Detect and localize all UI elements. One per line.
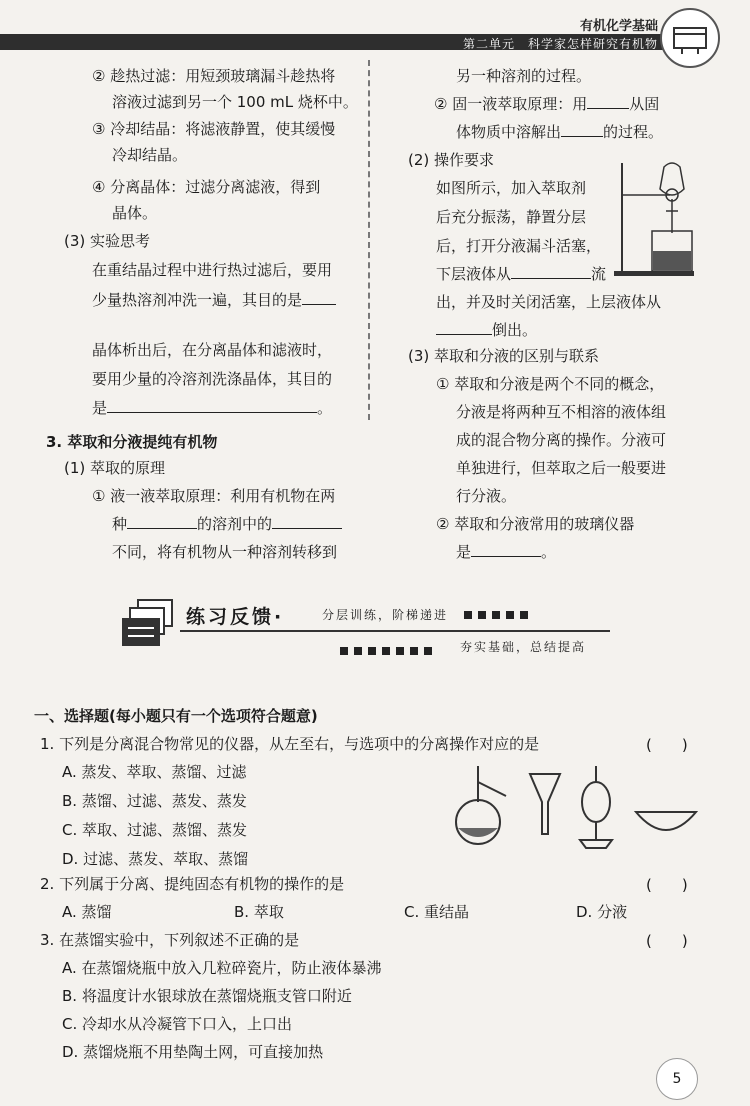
q3-option-c: C. 冷却水从冷凝管下口入，上口出	[62, 1015, 293, 1033]
left-item-4b: 晶体。	[112, 204, 158, 222]
answer-blank[interactable]	[127, 512, 197, 529]
section-squares	[340, 640, 438, 659]
extraction-principle-b: 种 的溶剂中的	[112, 512, 342, 536]
answer-blank[interactable]	[471, 540, 541, 557]
section-3-heading: 3. 萃取和分液提纯有机物	[46, 433, 218, 451]
right-line-9: 出，并及时关闭活塞，上层液体从	[436, 293, 662, 311]
q2-option-a: A. 蒸馏	[62, 903, 112, 921]
right-line-18: 是 。	[456, 540, 556, 564]
right-line-8: 下层液体从 流	[436, 262, 606, 286]
q1-option-b: B. 蒸馏、过滤、蒸发、蒸发	[62, 792, 247, 810]
q2-option-c: C. 重结晶	[404, 903, 470, 921]
right-line-13: 分液是将两种互不相溶的液体组	[456, 403, 667, 421]
right-line-2: ② 固一液萃取原理：用 从固	[434, 92, 659, 116]
think-line-5: 是 。	[92, 396, 332, 420]
question-2: 2. 下列属于分离、提纯固态有机物的操作的是	[40, 875, 345, 893]
think-heading: (3) 实验思考	[64, 232, 151, 250]
extraction-principle-a: ① 液一液萃取原理：利用有机物在两	[92, 487, 336, 505]
left-item-3a: ③ 冷却结晶：将滤液静置，使其缓慢	[92, 120, 336, 138]
q3-option-d: D. 蒸馏烧瓶不用垫陶土网，可直接加热	[62, 1043, 324, 1061]
column-divider	[368, 60, 370, 420]
folder-icon	[120, 598, 178, 654]
think-line-3: 晶体析出后，在分离晶体和滤液时，	[92, 341, 333, 359]
right-line-14: 成的混合物分离的操作。分液可	[456, 431, 667, 449]
book-logo-icon	[660, 8, 720, 68]
answer-blank[interactable]	[561, 120, 603, 137]
extraction-principle-head: (1) 萃取的原理	[64, 459, 166, 477]
right-line-16: 行分液。	[456, 487, 517, 505]
right-line-10: 倒出。	[436, 318, 537, 342]
q2-option-b: B. 萃取	[234, 903, 284, 921]
right-line-6: 后充分振荡，静置分层	[436, 208, 587, 226]
q2-option-d: D. 分液	[576, 903, 628, 921]
right-line-4: (2) 操作要求	[408, 151, 495, 169]
answer-paren[interactable]: ( )	[646, 932, 688, 950]
unit-title: 第二单元 科学家怎样研究有机物	[462, 37, 658, 51]
choice-section-heading: 一、选择题(每小题只有一个选项符合题意)	[34, 707, 318, 725]
left-item-3b: 冷却结晶。	[112, 146, 188, 164]
q1-option-c: C. 萃取、过滤、蒸馏、蒸发	[62, 821, 248, 839]
answer-paren[interactable]: ( )	[646, 736, 688, 754]
think-line-4: 要用少量的冷溶剂洗涤晶体，其目的	[92, 370, 333, 388]
left-item-4a: ④ 分离晶体：过滤分离滤液，得到	[92, 178, 321, 196]
answer-blank[interactable]	[436, 318, 492, 335]
left-item-2a: ② 趁热过滤：用短颈玻璃漏斗趁热将	[92, 67, 336, 85]
right-line-17: ② 萃取和分液常用的玻璃仪器	[436, 515, 635, 533]
section-subtitle-2: 夯实基础，总结提高	[460, 640, 587, 654]
left-item-2b: 溶液过滤到另一个 100 mL 烧杯中。	[112, 93, 358, 111]
answer-blank[interactable]	[107, 396, 317, 413]
right-line-11: (3) 萃取和分液的区别与联系	[408, 347, 600, 365]
page-number: 5	[656, 1058, 698, 1100]
section-title: 练习反馈·	[186, 606, 285, 628]
answer-blank[interactable]	[587, 92, 629, 109]
section-rule	[180, 630, 610, 632]
q3-option-b: B. 将温度计水银球放在蒸馏烧瓶支管口附近	[62, 987, 352, 1005]
answer-blank[interactable]	[272, 512, 342, 529]
answer-blank[interactable]	[511, 262, 591, 279]
right-line-3: 体物质中溶解出 的过程。	[456, 120, 663, 144]
q3-option-a: A. 在蒸馏烧瓶中放入几粒碎瓷片，防止液体暴沸	[62, 959, 382, 977]
right-line-1: 另一种溶剂的过程。	[456, 67, 592, 85]
right-line-5: 如图所示，加入萃取剂	[436, 179, 587, 197]
q1-option-a: A. 蒸发、萃取、蒸馏、过滤	[62, 763, 247, 781]
answer-blank[interactable]	[302, 288, 336, 305]
section-subtitle-1: 分层训练，阶梯递进	[322, 606, 534, 623]
right-line-15: 单独进行，但萃取之后一般要进	[456, 459, 667, 477]
question-1: 1. 下列是分离混合物常见的仪器，从左至右，与选项中的分离操作对应的是	[40, 735, 540, 753]
right-line-12: ① 萃取和分液是两个不同的概念，	[436, 375, 665, 393]
think-line-2: 少量热溶剂冲洗一遍，其目的是	[92, 288, 336, 312]
answer-paren[interactable]: ( )	[646, 876, 688, 894]
question-3: 3. 在蒸馏实验中，下列叙述不正确的是	[40, 931, 300, 949]
think-line-1: 在重结晶过程中进行热过滤后，要用	[92, 261, 333, 279]
right-line-7: 后，打开分液漏斗活塞，	[436, 237, 602, 255]
extraction-principle-c: 不同，将有机物从一种溶剂转移到	[112, 543, 338, 561]
lab-apparatus-row	[448, 762, 698, 856]
book-title: 有机化学基础	[579, 19, 658, 34]
q1-option-d: D. 过滤、蒸发、萃取、蒸馏	[62, 850, 249, 868]
separatory-funnel-apparatus	[612, 155, 702, 284]
